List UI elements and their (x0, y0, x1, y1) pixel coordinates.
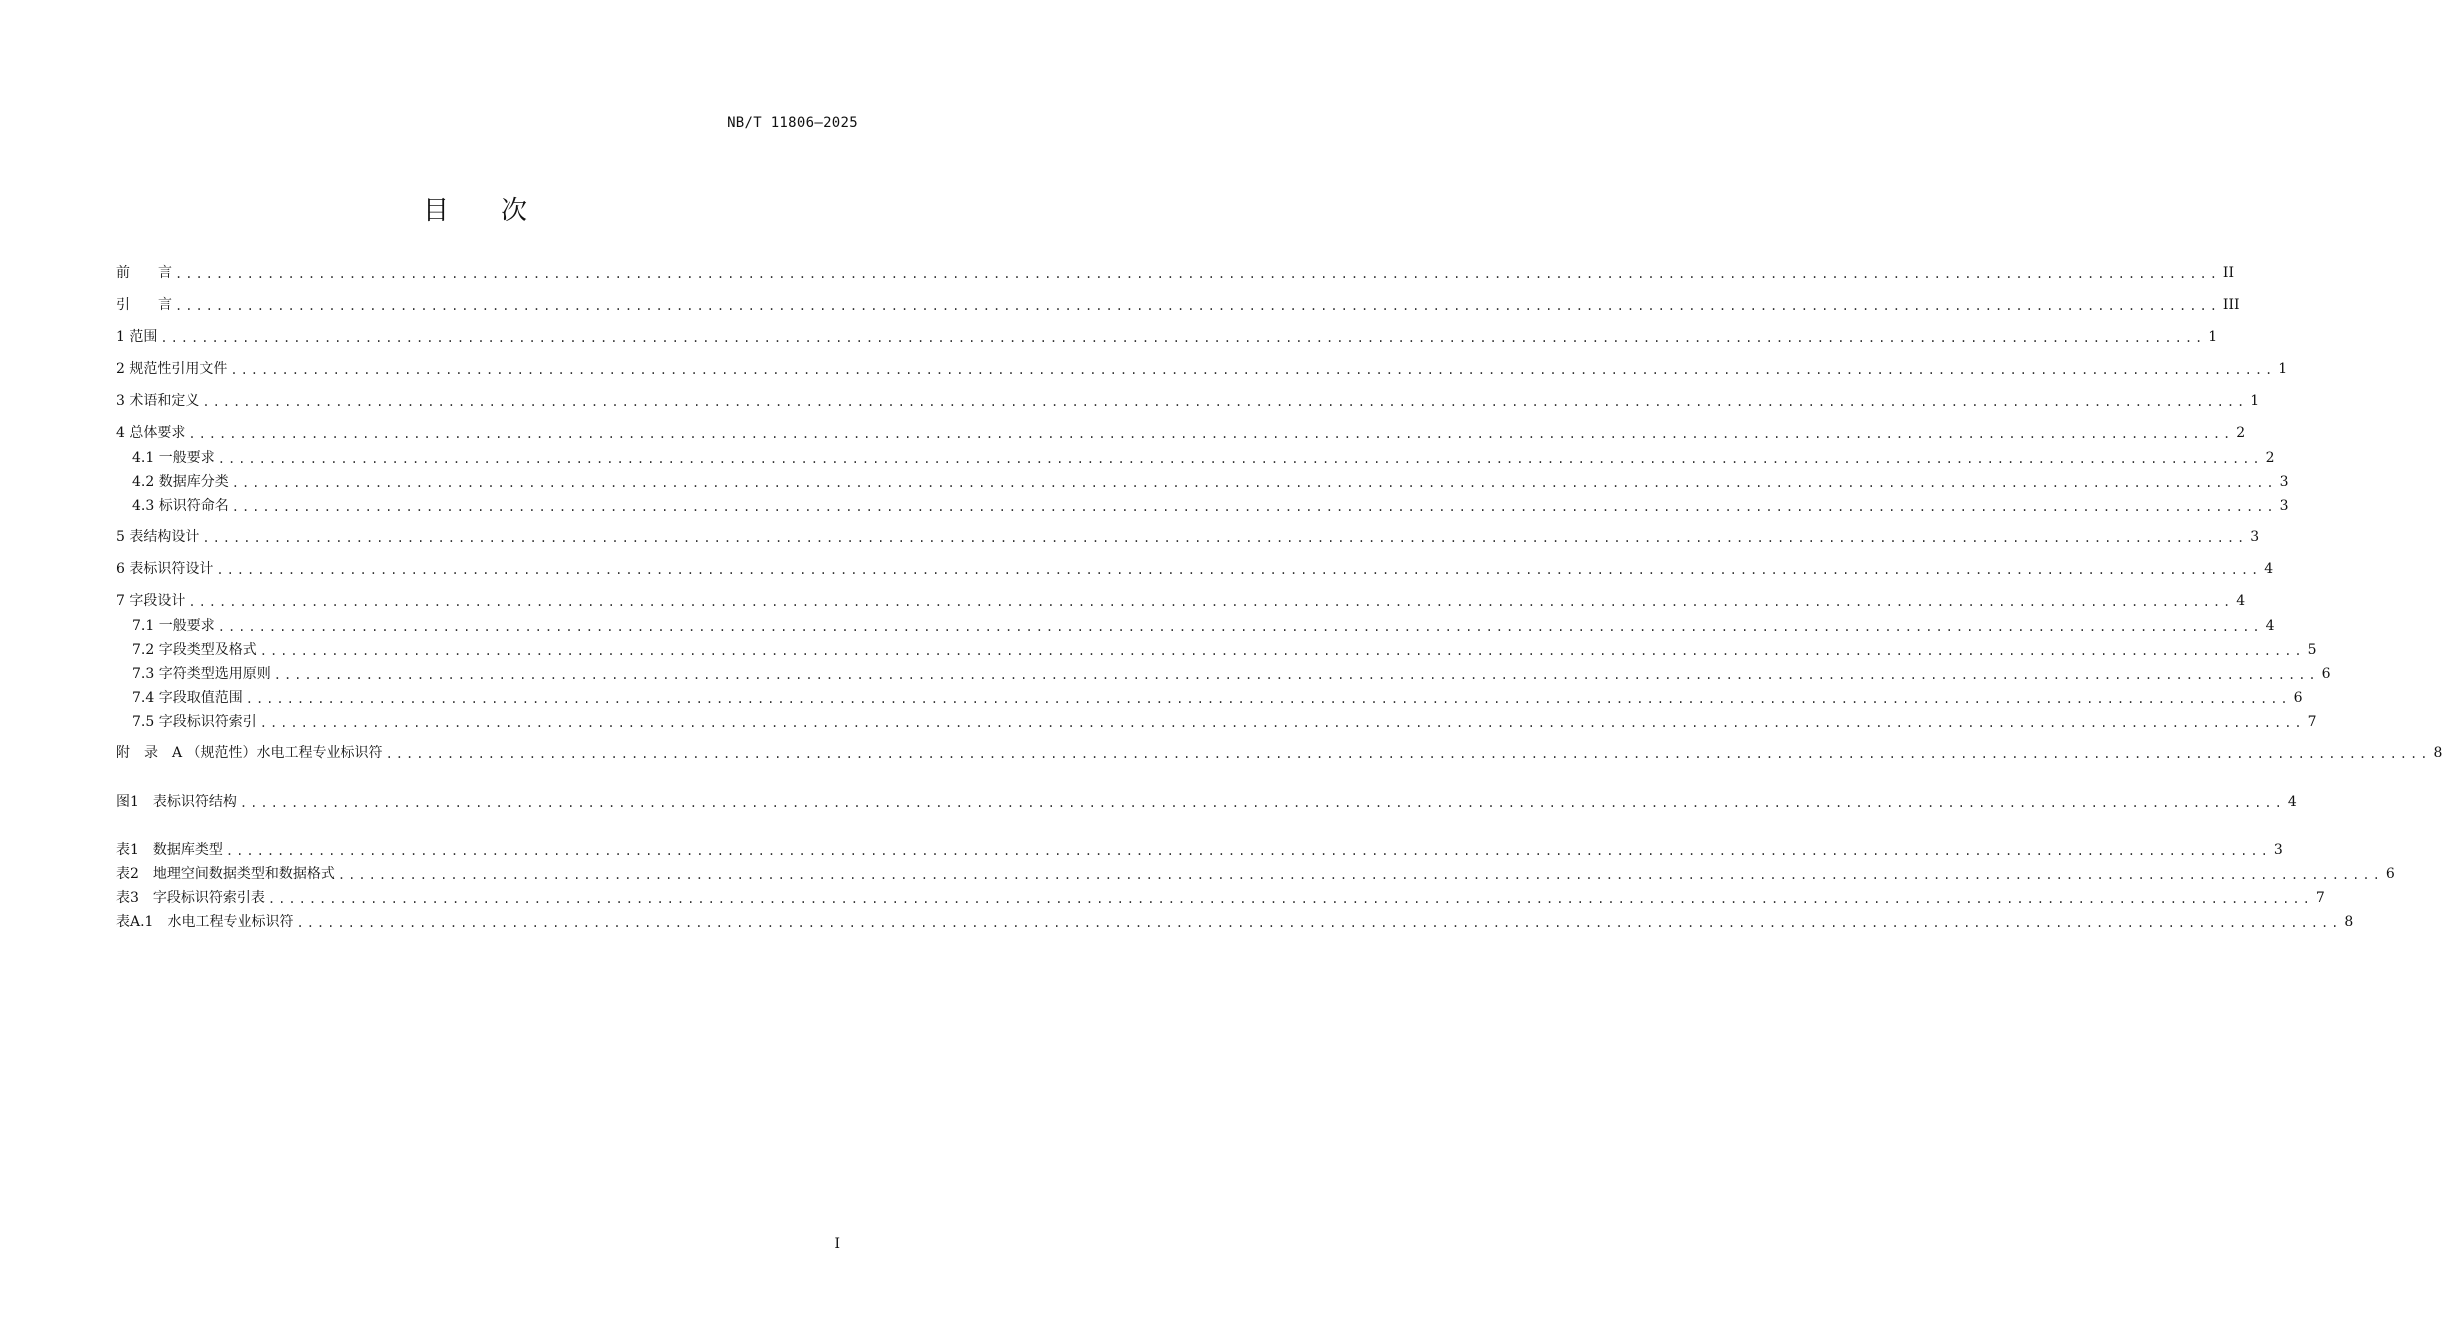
table-list-entry[interactable] (116, 888, 2325, 908)
toc-leader: ........................................................................................................................................................................................................ (231, 476, 2277, 490)
toc-entry-page: 3 (2273, 842, 2283, 858)
toc-leader: ........................................................................................................................................................................................................ (217, 620, 2263, 634)
toc-entry-label: 图1 表标识符结构 (116, 794, 237, 810)
toc-entry[interactable] (116, 559, 2274, 579)
toc-entry-label: 4 总体要求 (116, 425, 186, 441)
toc-entry-page: 5 (2307, 642, 2317, 658)
toc-entry[interactable] (116, 640, 2317, 660)
toc-entry-label: 4.2 数据库分类 (132, 474, 229, 490)
toc-entry[interactable] (116, 295, 2240, 315)
toc-entry[interactable] (116, 263, 2234, 283)
toc-entry-page: 7 (2307, 714, 2317, 730)
toc-leader: ........................................................................................................................................................................................................ (175, 267, 2220, 281)
toc-leader: ........................................................................................................................................................................................................ (217, 452, 2263, 466)
toc-leader: ........................................................................................................................................................................................................ (385, 747, 2431, 761)
toc-entry-label: 引 言 (116, 297, 172, 313)
toc-leader: ........................................................................................................................................................................................................ (225, 844, 2271, 858)
toc-entry-label: 7.4 字段取值范围 (132, 690, 243, 706)
toc-leader: ........................................................................................................................................................................................................ (273, 668, 2319, 682)
toc-leader: ........................................................................................................................................................................................................ (230, 363, 2276, 377)
toc-entry-page: 4 (2236, 593, 2246, 609)
toc-entry-label: 6 表标识符设计 (116, 561, 214, 577)
toc-entry-label: 1 范围 (116, 329, 158, 345)
toc-entry-label: 附 录 A （规范性）水电工程专业标识符 (116, 745, 383, 761)
toc-entry-page: III (2222, 297, 2240, 313)
standard-code: NB/T 11806—2025 (727, 115, 858, 131)
toc-entry-page: 1 (2250, 393, 2260, 409)
page-title-char-2: 次 (501, 196, 528, 226)
toc-entry-page: 1 (2278, 361, 2288, 377)
toc-entry-page: 3 (2279, 474, 2289, 490)
toc-entry[interactable] (116, 327, 2218, 347)
toc-entry[interactable] (116, 359, 2288, 379)
page-number: I (834, 1236, 840, 1252)
toc-entry-label: 7.5 字段标识符索引 (132, 714, 257, 730)
toc-entry-page: 6 (2321, 666, 2331, 682)
toc-entry-label: 2 规范性引用文件 (116, 361, 228, 377)
toc-entry-page: 8 (2433, 745, 2442, 761)
toc-leader: ........................................................................................................................................................................................................ (202, 395, 2248, 409)
toc-entry-label: 4.1 一般要求 (132, 450, 215, 466)
toc-leader: ........................................................................................................................................................................................................ (231, 500, 2277, 514)
toc-leader: ........................................................................................................................................................................................................ (188, 595, 2234, 609)
toc-entry[interactable] (116, 664, 2331, 684)
toc-entry[interactable] (116, 423, 2246, 443)
toc-entry-label: 4.3 标识符命名 (132, 498, 229, 514)
toc-leader: ........................................................................................................................................................................................................ (175, 299, 2220, 313)
toc-leader: ........................................................................................................................................................................................................ (216, 563, 2262, 577)
toc-entry-label: 表1 数据库类型 (116, 842, 223, 858)
toc-entry-page: 7 (2315, 890, 2325, 906)
toc-leader: ........................................................................................................................................................................................................ (296, 916, 2342, 930)
toc-entry-label: 表2 地理空间数据类型和数据格式 (116, 866, 335, 882)
toc-entry-page: 6 (2385, 866, 2395, 882)
toc-entry[interactable] (116, 472, 2289, 492)
toc-entry-page: 4 (2265, 618, 2275, 634)
toc-entry[interactable] (116, 616, 2275, 636)
toc-entry-label: 表3 字段标识符索引表 (116, 890, 265, 906)
toc-entry-page: 4 (2264, 561, 2274, 577)
toc-entry-page: II (2222, 265, 2234, 281)
toc-entry[interactable] (116, 448, 2275, 468)
toc-entry-label: 7.2 字段类型及格式 (132, 642, 257, 658)
toc-leader: ........................................................................................................................................................................................................ (202, 531, 2248, 545)
table-list-entry[interactable] (116, 912, 2354, 932)
toc-leader: ........................................................................................................................................................................................................ (188, 427, 2234, 441)
toc-entry-page: 4 (2287, 794, 2297, 810)
toc-entry[interactable] (116, 391, 2260, 411)
toc-leader: ........................................................................................................................................................................................................ (245, 692, 2291, 706)
toc-leader: ........................................................................................................................................................................................................ (337, 868, 2383, 882)
toc-entry-page: 8 (2344, 914, 2354, 930)
toc-leader: ........................................................................................................................................................................................................ (160, 331, 2206, 345)
toc-leader: ........................................................................................................................................................................................................ (259, 716, 2305, 730)
toc-entry-label: 3 术语和定义 (116, 393, 200, 409)
toc-entry[interactable] (116, 712, 2317, 732)
toc-entry-page: 3 (2250, 529, 2260, 545)
toc-entry-label: 表A.1 水电工程专业标识符 (116, 914, 294, 930)
toc-entry[interactable] (116, 743, 2442, 763)
toc-entry-page: 1 (2208, 329, 2218, 345)
toc-leader: ........................................................................................................................................................................................................ (259, 644, 2305, 658)
toc-entry-label: 7.1 一般要求 (132, 618, 215, 634)
toc-leader: ........................................................................................................................................................................................................ (267, 892, 2313, 906)
page-title (0, 190, 950, 227)
toc-entry-page: 6 (2293, 690, 2303, 706)
table-list-entry[interactable] (116, 840, 2283, 860)
page-title-char-1: 目 (422, 196, 449, 226)
toc-entry[interactable] (116, 688, 2303, 708)
toc-entry-label: 5 表结构设计 (116, 529, 200, 545)
toc-entry[interactable] (116, 591, 2246, 611)
toc-entry-label: 前 言 (116, 265, 172, 281)
toc-entry-label: 7.3 字符类型选用原则 (132, 666, 271, 682)
figure-list-entry[interactable] (116, 792, 2297, 812)
toc-entry-page: 2 (2265, 450, 2275, 466)
table-list-entry[interactable] (116, 864, 2395, 884)
toc-entry[interactable] (116, 527, 2260, 547)
toc-entry-page: 2 (2236, 425, 2246, 441)
toc-entry-page: 3 (2279, 498, 2289, 514)
toc-entry-label: 7 字段设计 (116, 593, 186, 609)
toc-leader: ........................................................................................................................................................................................................ (239, 796, 2285, 810)
toc-entry[interactable] (116, 496, 2289, 516)
